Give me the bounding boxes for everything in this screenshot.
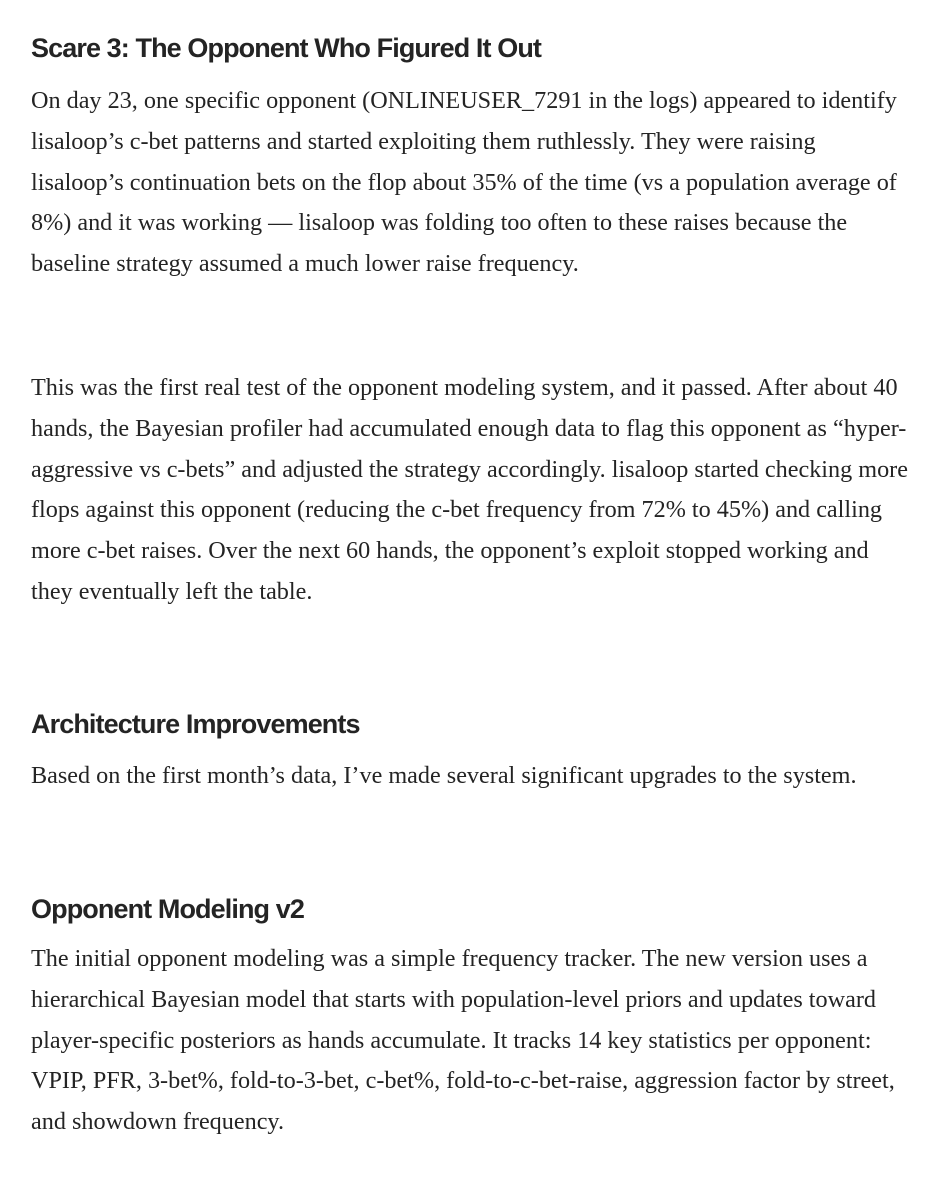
paragraph-opponent-modeling-v2: The initial opponent modeling was a simple frequency tracker. The new version uses a hierarchical Bayesian model that starts with population-level priors and updates toward player-specific posteriors as hands accumulate. It tracks 14 key statistics per opponent: VPIP, PFR, 3-bet%, fold-to-3-bet, c-bet%, fold-to-c-bet-raise, aggression factor by street, and showdown frequency.: [31, 945, 895, 1136]
section-heading-architecture-improvements: Architecture Improvements: [31, 709, 360, 739]
section-heading-scare-3: Scare 3: The Opponent Who Figured It Out: [31, 33, 541, 63]
paragraph-scare-3-exploit: On day 23, one specific opponent (ONLINEUSER_7291 in the logs) appeared to identify lisaloop’s c-bet patterns and started exploiting them ruthlessly. They were raising lisaloop’s continuation bets on the flop about 35% of the time (vs a population average of 8%) and it was working — lisaloop was folding too often to these raises because the baseline strategy assumed a much lower raise frequency.: [31, 87, 897, 278]
paragraph-scare-3-response: This was the first real test of the opponent modeling system, and it passed. After about 40 hands, the Bayesian profiler had accumulated enough data to flag this opponent as “hyper-aggressive vs c-bets” and adjusted the strategy accordingly. lisaloop started checking more flops against this opponent (reducing the c-bet frequency from 72% to 45%) and calling more c-bet raises. Over the next 60 hands, the opponent’s exploit stopped working and they eventually left the table.: [31, 374, 908, 605]
section-heading-opponent-modeling-v2: Opponent Modeling v2: [31, 894, 304, 924]
paragraph-architecture-improvements: Based on the first month’s data, I’ve made several significant upgrades to the system.: [31, 762, 857, 789]
